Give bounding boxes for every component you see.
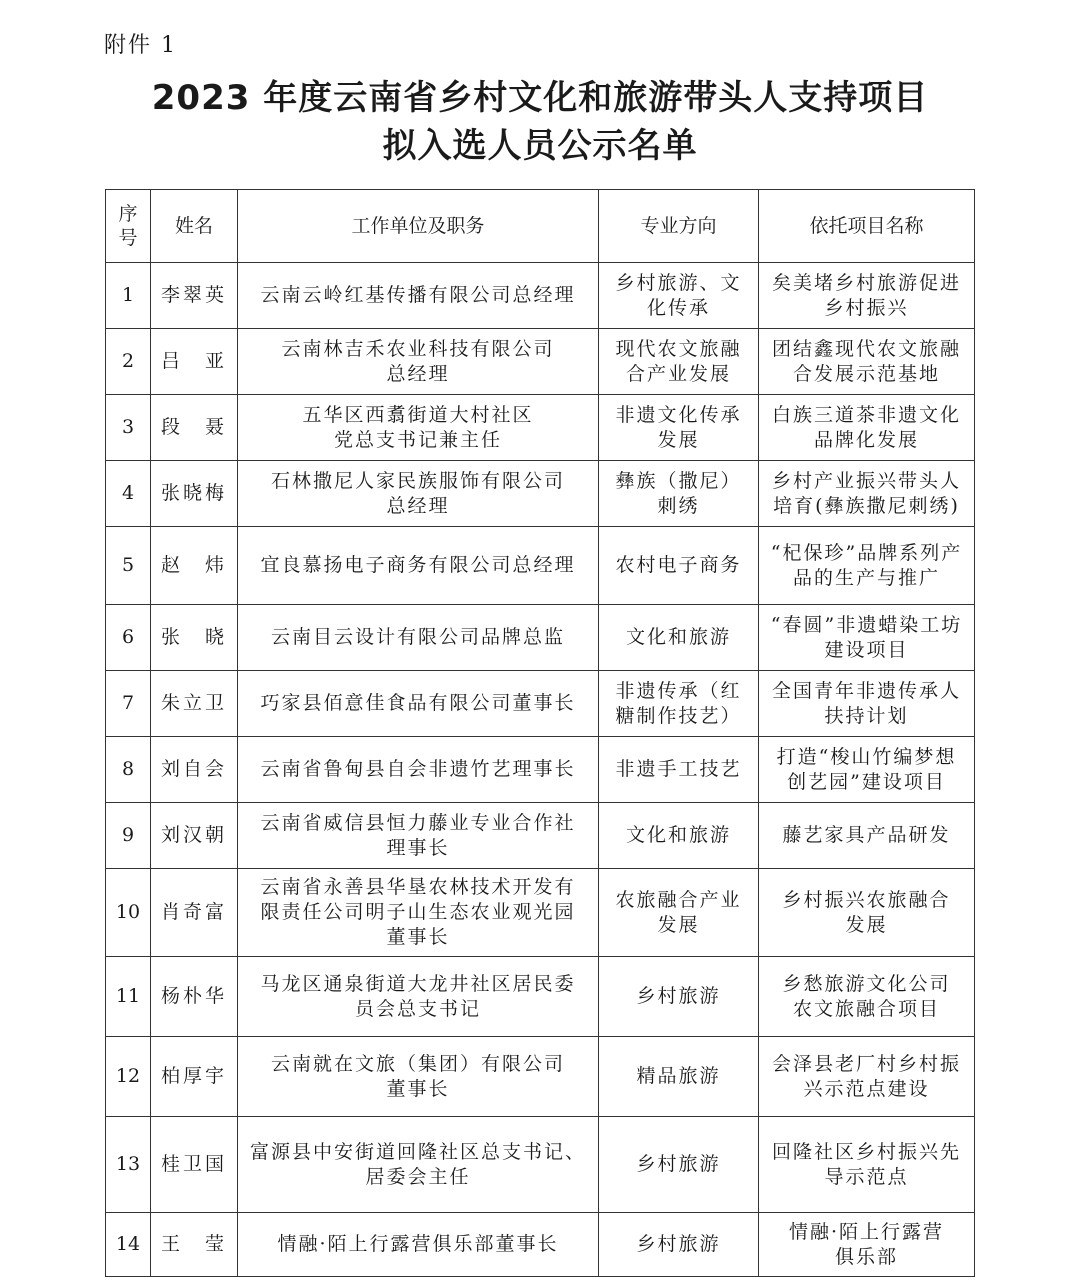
table-row (106, 263, 975, 329)
cell-unit: 宜良慕扬电子商务有限公司总经理 (238, 527, 599, 605)
cell-name: 刘自会 (151, 737, 238, 803)
cell-project: 会泽县老厂村乡村振 兴示范点建设 (759, 1037, 975, 1117)
cell-unit: 云南目云设计有限公司品牌总监 (238, 605, 599, 671)
cell-index: 4 (106, 461, 151, 527)
cell-name: 刘汉朝 (151, 803, 238, 869)
page-subtitle: 拟入选人员公示名单 (382, 126, 698, 166)
header-unit: 工作单位及职务 (238, 190, 599, 263)
attachment-label: 附件 1 (104, 33, 177, 58)
cell-index: 6 (106, 605, 151, 671)
header-index: 序 号 (106, 190, 151, 263)
cell-index: 12 (106, 1037, 151, 1117)
cell-project: “春圆”非遗蜡染工坊 建设项目 (759, 605, 975, 671)
cell-index: 5 (106, 527, 151, 605)
table-row (106, 803, 975, 869)
cell-project: 团结鑫现代农文旅融 合发展示范基地 (759, 329, 975, 395)
cell-direction: 乡村旅游、文 化传承 (599, 263, 759, 329)
table-row (106, 1037, 975, 1117)
cell-project: “杞保珍”品牌系列产 品的生产与推广 (759, 527, 975, 605)
cell-unit: 情融·陌上行露营俱乐部董事长 (238, 1213, 599, 1277)
cell-project: 全国青年非遗传承人 扶持计划 (759, 671, 975, 737)
cell-index: 3 (106, 395, 151, 461)
table-row (106, 671, 975, 737)
cell-name: 赵 炜 (151, 527, 238, 605)
cell-name: 王 莹 (151, 1213, 238, 1277)
page-title: 2023 年度云南省乡村文化和旅游带头人支持项目 (151, 78, 929, 118)
table-row (106, 461, 975, 527)
table-row (106, 869, 975, 957)
header-direction: 专业方向 (599, 190, 759, 263)
table-row (106, 737, 975, 803)
cell-direction: 彝族（撒尼） 刺绣 (599, 461, 759, 527)
cell-direction: 非遗手工技艺 (599, 737, 759, 803)
cell-project: 白族三道茶非遗文化 品牌化发展 (759, 395, 975, 461)
cell-index: 11 (106, 957, 151, 1037)
cell-name: 吕 亚 (151, 329, 238, 395)
cell-name: 李翠英 (151, 263, 238, 329)
cell-name: 张 晓 (151, 605, 238, 671)
table-row (106, 1213, 975, 1277)
cell-index: 9 (106, 803, 151, 869)
cell-unit: 云南省永善县华垦农林技术开发有 限责任公司明子山生态农业观光园 董事长 (238, 869, 599, 957)
cell-direction: 乡村旅游 (599, 957, 759, 1037)
cell-unit: 五华区西翥街道大村社区 党总支书记兼主任 (238, 395, 599, 461)
cell-name: 朱立卫 (151, 671, 238, 737)
cell-index: 8 (106, 737, 151, 803)
cell-unit: 云南省鲁甸县自会非遗竹艺理事长 (238, 737, 599, 803)
table-row (106, 395, 975, 461)
cell-name: 杨朴华 (151, 957, 238, 1037)
cell-unit: 巧家县佰意佳食品有限公司董事长 (238, 671, 599, 737)
cell-direction: 文化和旅游 (599, 803, 759, 869)
cell-unit: 云南就在文旅（集团）有限公司 董事长 (238, 1037, 599, 1117)
cell-unit: 云南省威信县恒力藤业专业合作社 理事长 (238, 803, 599, 869)
cell-unit: 富源县中安街道回隆社区总支书记、 居委会主任 (238, 1117, 599, 1213)
cell-name: 段 聂 (151, 395, 238, 461)
table-row (106, 527, 975, 605)
cell-project: 乡愁旅游文化公司 农文旅融合项目 (759, 957, 975, 1037)
cell-index: 10 (106, 869, 151, 957)
cell-name: 柏厚宇 (151, 1037, 238, 1117)
candidates-table (105, 189, 975, 1277)
cell-direction: 现代农文旅融 合产业发展 (599, 329, 759, 395)
table-row (106, 1117, 975, 1213)
cell-name: 张晓梅 (151, 461, 238, 527)
cell-index: 14 (106, 1213, 151, 1277)
cell-project: 乡村振兴农旅融合 发展 (759, 869, 975, 957)
cell-direction: 精品旅游 (599, 1037, 759, 1117)
cell-project: 情融·陌上行露营 俱乐部 (759, 1213, 975, 1277)
cell-index: 1 (106, 263, 151, 329)
table-row (106, 957, 975, 1037)
cell-unit: 石林撒尼人家民族服饰有限公司 总经理 (238, 461, 599, 527)
cell-name: 肖奇富 (151, 869, 238, 957)
cell-direction: 非遗传承（红 糖制作技艺） (599, 671, 759, 737)
cell-project: 打造“梭山竹编梦想 创艺园”建设项目 (759, 737, 975, 803)
table-header-row (106, 190, 975, 263)
cell-direction: 农村电子商务 (599, 527, 759, 605)
cell-project: 乡村产业振兴带头人 培育(彝族撒尼刺绣) (759, 461, 975, 527)
cell-direction: 文化和旅游 (599, 605, 759, 671)
cell-direction: 农旅融合产业 发展 (599, 869, 759, 957)
cell-direction: 乡村旅游 (599, 1213, 759, 1277)
cell-name: 桂卫国 (151, 1117, 238, 1213)
cell-index: 7 (106, 671, 151, 737)
header-project: 依托项目名称 (759, 190, 975, 263)
cell-project: 藤艺家具产品研发 (759, 803, 975, 869)
table-row (106, 605, 975, 671)
table-row (106, 329, 975, 395)
cell-direction: 乡村旅游 (599, 1117, 759, 1213)
cell-unit: 马龙区通泉街道大龙井社区居民委 员会总支书记 (238, 957, 599, 1037)
cell-unit: 云南云岭红基传播有限公司总经理 (238, 263, 599, 329)
cell-unit: 云南林吉禾农业科技有限公司 总经理 (238, 329, 599, 395)
cell-index: 13 (106, 1117, 151, 1213)
cell-project: 回隆社区乡村振兴先 导示范点 (759, 1117, 975, 1213)
cell-index: 2 (106, 329, 151, 395)
cell-project: 矣美堵乡村旅游促进 乡村振兴 (759, 263, 975, 329)
cell-direction: 非遗文化传承 发展 (599, 395, 759, 461)
header-name: 姓名 (151, 190, 238, 263)
